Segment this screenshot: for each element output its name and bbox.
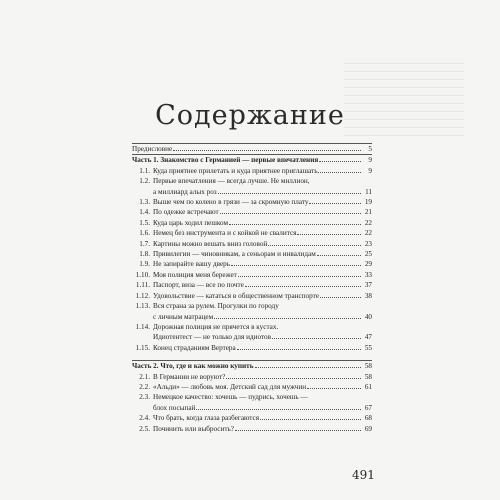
toc-entry bbox=[132, 249, 372, 259]
toc-entry-page: 47 bbox=[364, 333, 372, 342]
leader-dots bbox=[237, 349, 361, 350]
toc-entry-title: Выше чем по колено в грязи — за скромную плату bbox=[153, 198, 309, 207]
toc-entry-number: 1.15. bbox=[135, 343, 150, 352]
toc-entry-page: 33 bbox=[364, 270, 372, 279]
leader-dots bbox=[297, 234, 361, 235]
toc-entry bbox=[132, 392, 372, 402]
toc-entry-title: «Альди» — любовь моя. Детский сад для мужчин bbox=[153, 382, 307, 391]
toc-entry-page: 37 bbox=[364, 281, 372, 290]
part-1-items bbox=[132, 166, 372, 353]
leader-dots bbox=[268, 245, 361, 246]
toc-entry-title: Немец без инструмента и с койкой не свалится bbox=[153, 229, 297, 238]
leader-dots bbox=[309, 203, 361, 204]
toc-entry-page: 68 bbox=[364, 414, 372, 423]
toc-entry-page: 11 bbox=[365, 187, 372, 196]
toc-entry-number: 1.12. bbox=[135, 291, 150, 300]
toc-entry-number: 1.7. bbox=[139, 239, 150, 248]
toc-entry bbox=[132, 343, 372, 353]
toc-entry-page: 25 bbox=[364, 250, 372, 259]
toc-entry-title: Моя полиция меня бережет bbox=[153, 270, 237, 279]
toc-entry-title: Немецкое качество: хочешь — пудрись, хочешь — bbox=[153, 393, 308, 402]
toc-entry-title: Привилегии — чиновникам, а сеньорам и инвалидам bbox=[153, 250, 316, 259]
toc-entry-title: Что брать, когда глаза разбегаются bbox=[153, 414, 260, 423]
toc-entry bbox=[132, 424, 372, 434]
toc-entry bbox=[132, 372, 372, 382]
page-title: Содержание bbox=[155, 100, 345, 131]
toc-entry-number: 1.4. bbox=[139, 208, 150, 217]
toc-entry bbox=[132, 291, 372, 301]
leader-dots bbox=[320, 297, 361, 298]
toc-entry-number: 2.1. bbox=[139, 372, 150, 381]
toc-entry-title: Дорожная полиция не прячется в кустах. bbox=[153, 322, 279, 331]
toc-entry bbox=[132, 176, 372, 186]
toc-entry-title: Удовольствие — кататься в общественном транспорте bbox=[153, 291, 319, 300]
leader-dots bbox=[245, 286, 361, 287]
toc-entry-title: Паспорт, виза — все по почте bbox=[153, 281, 244, 290]
leader-dots bbox=[218, 193, 361, 194]
toc-entry-number: 1.5. bbox=[139, 218, 150, 227]
toc-entry-title: Куда царь ходил пешком bbox=[153, 218, 229, 227]
leader-dots bbox=[255, 367, 361, 368]
toc-entry-page: 40 bbox=[364, 312, 372, 321]
toc-entry bbox=[132, 312, 372, 322]
toc-entry bbox=[132, 403, 372, 413]
toc-entry-number: 1.3. bbox=[139, 198, 150, 207]
toc-entry-number: 2.3. bbox=[139, 393, 150, 402]
toc-entry-number: 1.10. bbox=[135, 270, 150, 279]
part-title: Часть 2. Что, где и как можно купить bbox=[132, 362, 254, 371]
toc-entry-title: а миллиард алых роз bbox=[153, 187, 217, 196]
toc-entry-page: 29 bbox=[364, 260, 372, 269]
part-page: 58 bbox=[364, 362, 372, 371]
leader-dots bbox=[214, 318, 361, 319]
toc-part-2 bbox=[132, 361, 372, 371]
toc-entry bbox=[132, 207, 372, 217]
toc-entry-page: 5 bbox=[368, 145, 372, 153]
toc-entry-page: 22 bbox=[364, 229, 372, 238]
toc-entry-number: 2.5. bbox=[139, 424, 150, 433]
toc-entry bbox=[132, 259, 372, 269]
part-2-items bbox=[132, 372, 372, 434]
leader-dots bbox=[173, 150, 361, 151]
toc-entry-title: Конец страданиям Вертера bbox=[153, 343, 236, 352]
toc-entry-page: 67 bbox=[364, 403, 372, 412]
leader-dots bbox=[226, 378, 361, 379]
toc-entry-title: Предисловие bbox=[132, 145, 173, 153]
leader-dots bbox=[317, 255, 361, 256]
toc-entry bbox=[132, 413, 372, 423]
leader-dots bbox=[231, 265, 361, 266]
toc-entry-page: 9 bbox=[368, 166, 372, 175]
toc-entry-page: 21 bbox=[364, 208, 372, 217]
toc-entry-page: 61 bbox=[364, 382, 372, 391]
toc-entry-page: 19 bbox=[364, 198, 372, 207]
leader-dots bbox=[260, 419, 361, 420]
toc-entry-page: 23 bbox=[364, 239, 372, 248]
toc-entry-preface bbox=[132, 144, 372, 154]
leader-dots bbox=[220, 213, 361, 214]
toc-entry-number: 1.1. bbox=[139, 166, 150, 175]
toc-entry-page: 69 bbox=[364, 424, 372, 433]
toc-entry bbox=[132, 301, 372, 311]
toc-entry-number: 1.11. bbox=[135, 281, 150, 290]
toc-entry-title: Починить или выбросить? bbox=[153, 424, 234, 433]
toc-entry bbox=[132, 218, 372, 228]
toc-entry-number: 2.2. bbox=[139, 382, 150, 391]
toc-entry-number: 2.4. bbox=[139, 414, 150, 423]
toc-entry-title: блох посыпай bbox=[153, 403, 196, 412]
toc-entry bbox=[132, 239, 372, 249]
toc-entry-number: 1.14. bbox=[135, 322, 150, 331]
toc-entry-page: 38 bbox=[364, 291, 372, 300]
toc-entry-title: с личным матрацем bbox=[153, 312, 214, 321]
toc-entry-number: 1.8. bbox=[139, 250, 150, 259]
toc-entry-title: Куда приятнее прилетать и куда приятнее приглашать bbox=[153, 166, 318, 175]
leader-dots bbox=[229, 224, 361, 225]
toc-entry-number: 1.13. bbox=[135, 302, 150, 311]
toc-entry bbox=[132, 187, 372, 197]
leader-dots bbox=[319, 161, 361, 162]
toc-entry-title: Вся страна за рулем. Прогулки по городу bbox=[153, 302, 279, 311]
toc-entry bbox=[132, 166, 372, 176]
toc-part-1 bbox=[132, 155, 372, 165]
page-number: 491 bbox=[352, 468, 375, 482]
toc-entry-title: По одежке встречают bbox=[153, 208, 219, 217]
leader-dots bbox=[272, 338, 361, 339]
toc-entry bbox=[132, 228, 372, 238]
toc-entry bbox=[132, 322, 372, 332]
toc-entry-number: 1.9. bbox=[139, 260, 150, 269]
leader-dots bbox=[196, 409, 361, 410]
toc-entry-number: 1.2. bbox=[139, 177, 150, 186]
leader-dots bbox=[307, 388, 361, 389]
toc-entry-title: Картины можно вешать вниз головой bbox=[153, 239, 268, 248]
toc-entry bbox=[132, 270, 372, 280]
toc-entry-title: Идиотентест — не только для идиотов bbox=[153, 333, 271, 342]
toc-entry-page: 58 bbox=[364, 372, 372, 381]
toc-entry-title: Первые впечатления — всегда лучше. Не миллион, bbox=[153, 177, 310, 186]
part-title: Часть 1. Знакомство с Германией — первые впечатления bbox=[132, 156, 319, 165]
toc-entry-title: В Германии не воруют? bbox=[153, 372, 226, 381]
leader-dots bbox=[235, 430, 361, 431]
toc-entry bbox=[132, 382, 372, 392]
toc-entry bbox=[132, 197, 372, 207]
toc-entry-title: Не запирайте вашу дверь bbox=[153, 260, 231, 269]
toc-entry-number: 1.6. bbox=[139, 229, 150, 238]
part-page: 9 bbox=[368, 156, 372, 165]
leader-dots bbox=[238, 276, 361, 277]
toc-entry bbox=[132, 280, 372, 290]
toc-entry-page: 55 bbox=[364, 343, 372, 352]
leader-dots bbox=[318, 172, 361, 173]
table-of-contents bbox=[132, 143, 372, 434]
toc-entry bbox=[132, 332, 372, 342]
toc-entry-page: 22 bbox=[364, 218, 372, 227]
